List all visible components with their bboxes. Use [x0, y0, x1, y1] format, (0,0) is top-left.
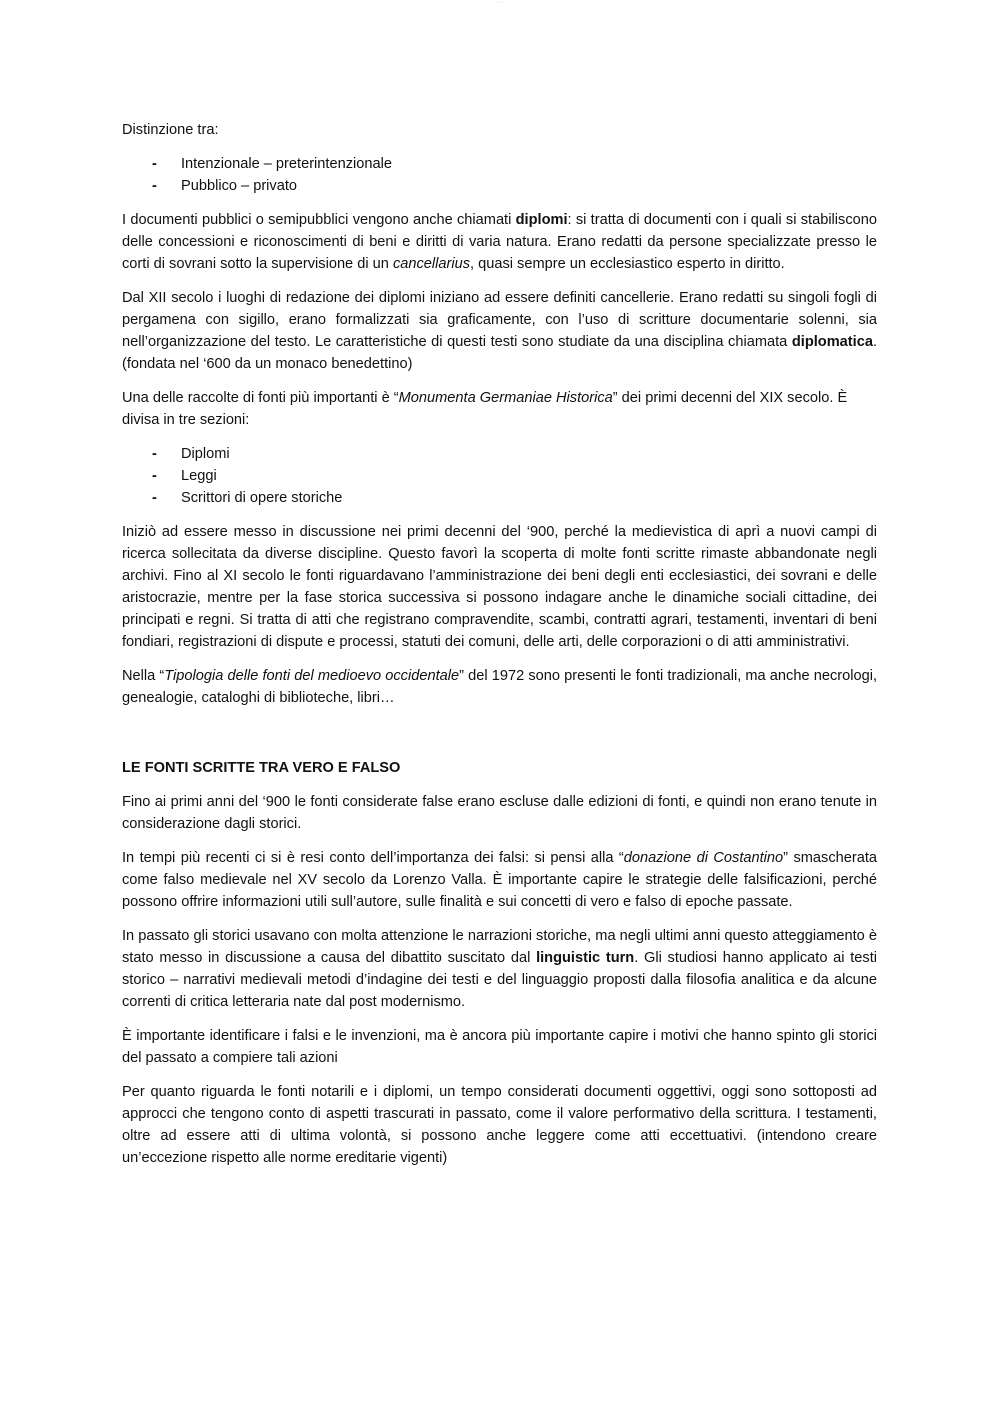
- dash-bullet: -: [152, 468, 157, 484]
- dash-bullet: -: [152, 446, 157, 462]
- term-linguistic-turn: linguistic turn: [536, 950, 635, 966]
- paragraph-fonti-false: Fino ai primi anni del ‘900 le fonti considerate false erano escluse dalle edizioni di fonti, e quindi non erano tenute in considerazione dagli storici.: [122, 794, 877, 832]
- intro-text: Distinzione tra:: [122, 122, 219, 138]
- term-diplomi: diplomi: [515, 212, 568, 228]
- paragraph-medievistica: Iniziò ad essere messo in discussione nei primi decenni del ‘900, perché la medievistica di aprì a nuovi campi di ricerca sollecitata da diverse discipline. Questo favorì la scoperta di molte fonti scritte rimaste abbandonate negli archivi. Fino al XI secolo le fonti riguardavano l’amministrazione dei beni degli enti ecclesiastici, dei sovrani e delle aristocrazie, mentre per la fase storica successiva si possono indagare anche le dinamiche sociali cittadine, dei principati e regni. Si tratta di atti che registrano compravendite, scambi, contratti agrari, testamenti, inventari di beni fondiari, registrazioni di dispute e processi, statuti dei comuni, delle arti, delle corporazioni o di atti amministrativi.: [122, 524, 877, 650]
- dash-bullet: -: [152, 178, 157, 194]
- sections-list: [122, 443, 877, 509]
- list-item: - Intenzionale – preterintenzionale: [122, 153, 877, 175]
- distinction-list: [122, 153, 877, 197]
- paragraph-diplomi: I documenti pubblici o semipubblici vengono anche chiamati diplomi: si tratta di documenti con i quali si stabiliscono delle concessioni e riconoscimenti di beni e diritti di varia natura. Erano redatti da persone specializzate presso le corti di sovrani sotto la supervisione di un cancellarius, quasi sempre un ecclesiastico esperto in diritto.: [122, 212, 877, 272]
- list-item: - Diplomi: [122, 443, 877, 465]
- page-header-mark: ·· ······: [494, 0, 506, 5]
- paragraph-fonti-notarili: Per quanto riguarda le fonti notarili e i diplomi, un tempo considerati documenti oggettivi, oggi sono sottoposti ad approcci che tengono conto di aspetti trascurati in passato, come il valore performativo della scrittura. I testamenti, oltre ad essere atti di ultima volontà, si possono anche leggere come atti eccettuativi. (intendono creare un’eccezione rispetto alle norme ereditarie vigenti): [122, 1084, 877, 1166]
- paragraph-monumenta: Una delle raccolte di fonti più importanti è “Monumenta Germaniae Historica” dei primi decenni del XIX secolo. È divisa in tre sezioni:: [122, 390, 848, 428]
- page-content: [122, 119, 877, 1181]
- term-tipologia: Tipologia delle fonti del medioevo occidentale: [164, 668, 460, 684]
- list-item: - Leggi: [122, 465, 877, 487]
- paragraph-linguistic-turn: In passato gli storici usavano con molta attenzione le narrazioni storiche, ma negli ultimi anni questo atteggiamento è stato messo in discussione a causa del dibattito suscitato dal linguistic turn. Gli studiosi hanno applicato ai testi storico – narrativi medievali metodi d’indagine dei testi e del linguaggio proposti dalla filosofia analitica e da alcune correnti di critica letteraria nate dal post modernismo.: [122, 928, 877, 1010]
- dash-bullet: -: [152, 156, 157, 172]
- list-item: - Pubblico – privato: [122, 175, 877, 197]
- term-donazione: donazione di Costantino: [623, 850, 784, 866]
- term-diplomatica: diplomatica: [791, 334, 873, 350]
- paragraph-tipologia: Nella “Tipologia delle fonti del medioevo occidentale” del 1972 sono presenti le fonti tradizionali, ma anche necrologi, genealogie, cataloghi di biblioteche, libri…: [122, 668, 877, 706]
- term-cancellarius: cancellarius: [392, 256, 470, 272]
- list-item: - Scrittori di opere storiche: [122, 487, 877, 509]
- section-heading: LE FONTI SCRITTE TRA VERO E FALSO: [122, 760, 401, 776]
- paragraph-cancellerie: Dal XII secolo i luoghi di redazione dei diplomi iniziano ad essere definiti cancellerie. Erano redatti su singoli fogli di pergamena con sigillo, erano formalizzati sia graficamente, con l’uso di scritture documentarie solenni, sia nell’organizzazione del testo. Le caratteristiche di questi testi sono studiate da una disciplina chiamata diplomatica. (fondata nel ‘600 da un monaco benedettino): [122, 290, 877, 372]
- paragraph-falsi-invenzioni: È importante identificare i falsi e le invenzioni, ma è ancora più importante capire i motivi che hanno spinto gli storici del passato a compiere tali azioni: [122, 1028, 877, 1066]
- dash-bullet: -: [152, 490, 157, 506]
- term-monumenta: Monumenta Germaniae Historica: [398, 390, 613, 406]
- paragraph-donazione: In tempi più recenti ci si è resi conto dell’importanza dei falsi: si pensi alla “donazione di Costantino” smascherata come falso medievale nel XV secolo da Lorenzo Valla. È importante capire le strategie delle falsificazioni, perché possono offrire informazioni utili sull’autore, sulle finalità e sui concetti di vero e falso di epoche passate.: [122, 850, 877, 910]
